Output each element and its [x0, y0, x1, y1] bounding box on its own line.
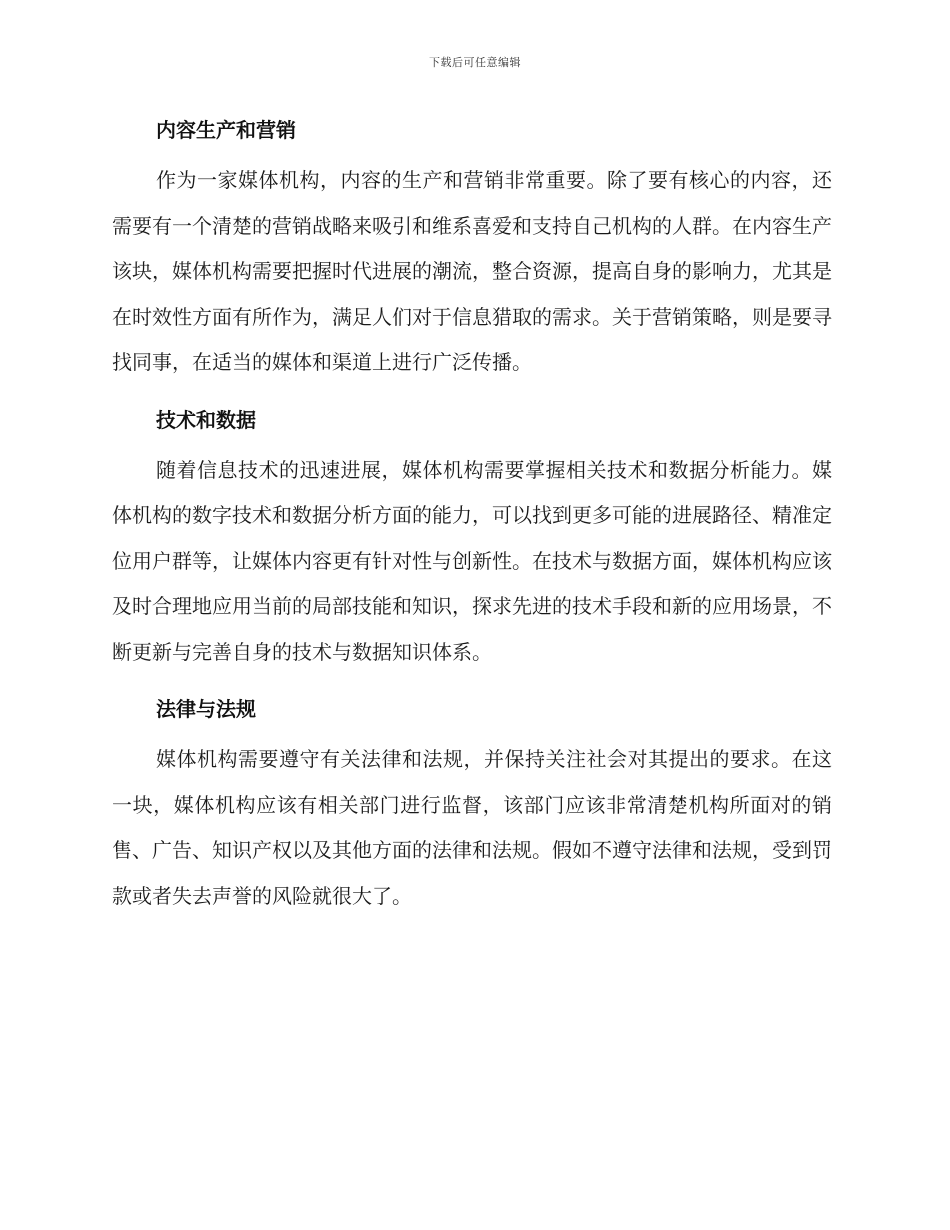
- section-content-production: [112, 110, 832, 386]
- section-law-regulation: [112, 689, 832, 919]
- section-heading: 法律与法规: [156, 697, 256, 721]
- section-heading: 内容生产和营销: [156, 118, 296, 142]
- page-header: 下载后可任意编辑: [429, 56, 521, 69]
- document-body: [112, 110, 832, 933]
- section-paragraph: 随着信息技术的迅速进展，媒体机构需要掌握相关技术和数据分析能力。媒体机构的数字技术和数据分析方面的能力，可以找到更多可能的进展路径、精准定位用户群等，让媒体内容更有针对性与创新性。在技术与数据方面，媒体机构应该及时合理地应用当前的局部技能和知识，探求先进的技术手段和新的应用场景，不断更新与完善自身的技术与数据知识体系。: [112, 457, 832, 664]
- section-paragraph: 媒体机构需要遵守有关法律和法规，并保持关注社会对其提出的要求。在这一块，媒体机构应该有相关部门进行监督，该部门应该非常清楚机构所面对的销售、广告、知识产权以及其他方面的法律和法规。假如不遵守法律和法规，受到罚款或者失去声誉的风险就很大了。: [112, 747, 832, 908]
- section-paragraph: 作为一家媒体机构，内容的生产和营销非常重要。除了要有核心的内容，还需要有一个清楚的营销战略来吸引和维系喜爱和支持自己机构的人群。在内容生产该块，媒体机构需要把握时代进展的潮流，整合资源，提高自身的影响力，尤其是在时效性方面有所作为，满足人们对于信息猎取的需求。关于营销策略，则是要寻找同事，在适当的媒体和渠道上进行广泛传播。: [112, 168, 832, 374]
- section-technology-data: [112, 400, 832, 676]
- section-heading: 技术和数据: [156, 407, 256, 432]
